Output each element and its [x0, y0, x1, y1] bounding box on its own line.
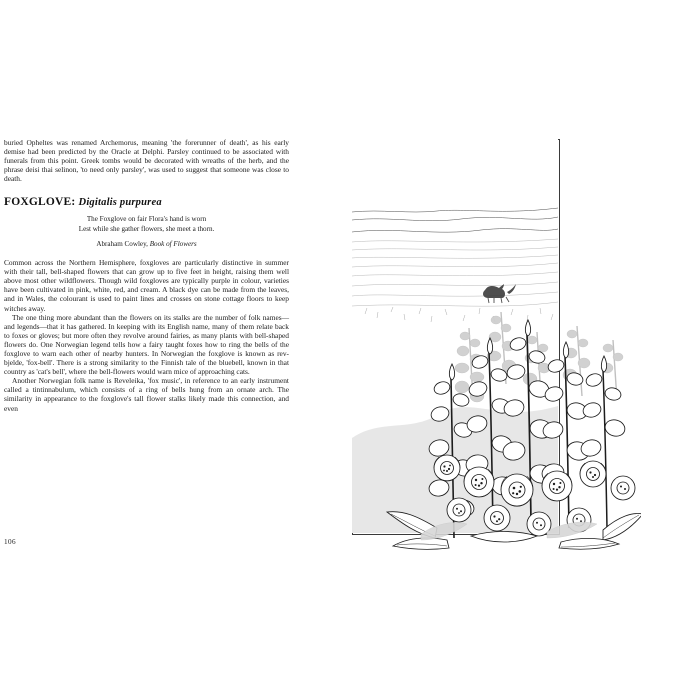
left-page: [4, 138, 289, 558]
epigraph-line-2: Lest while she gather flowers, she meet a thorn.: [78, 224, 215, 233]
epigraph-work: Book of Flowers: [149, 240, 197, 249]
body-paragraph-2: The one thing more abundant than the flowers on its stalks are the number of folk names—and legends—that it has gathered. In keeping with its English name, many of them relate back to foxes or gloves; but more often they revolve around fairies, as many plants with bell-shaped flowers do. One Norwegian legend tells how a fairy taught foxes how to ring the bells of the foxglove to warn each other of nearby hunters. In Norwegian the foxglove is known as rev-bjelde, 'fox-bell'. There is a strong similarity to the Finnish tale of the bluebell, known in that country as 'cat's bell', where the bell-flowers would warn mice of approaching cats.: [4, 312, 289, 377]
epigraph-verse: [4, 215, 289, 234]
body-paragraph-3: Another Norwegian folk name is Reveleika, 'fox music', in reference to an early instrument called a tintinnabulum, which consists of a ring of bells hung from an ornate arch. The similarity in appearance to the foxglove's tall flower stalks likely made this connection, and even: [4, 376, 289, 413]
paragraph-continuation: buried Opheltes was renamed Archemorus, meaning 'the forerunner of death', as his early demise had been predicted by the Oracle at Delphi. Parsley continued to be associated with funerals from this point. Greek tombs would be decorated with wreaths of the herb, and the phrase deisi thai selinon, 'to need only parsley', was used to suggest that someone was close to death.: [4, 138, 289, 184]
body-paragraph-1: Common across the Northern Hemisphere, foxgloves are particularly distinctive in summer with their tall, bell-shaped flowers that can grow up to five feet in height, raising them well above most other wildflowers. Though wild foxgloves are typically purple in colour, varieties have been cultivated in pink, white, red, and cream. A black dye can be made from the leaves, and in Wales, the colourant is used to paint lines and crosses on stone cottage floors to keep witches away.: [4, 258, 289, 313]
epigraph-author: Abraham Cowley,: [96, 240, 148, 249]
section-latin-name: Digitalis purpurea: [78, 197, 162, 209]
section-common-name: FOXGLOVE:: [4, 196, 76, 209]
right-page: [352, 139, 642, 551]
foxglove-illustration: [351, 138, 641, 550]
epigraph-attribution: [4, 240, 289, 249]
page-number: 106: [4, 538, 16, 546]
section-heading: [4, 196, 289, 208]
epigraph-line-1: The Foxglove on fair Flora's hand is worn: [86, 215, 207, 224]
